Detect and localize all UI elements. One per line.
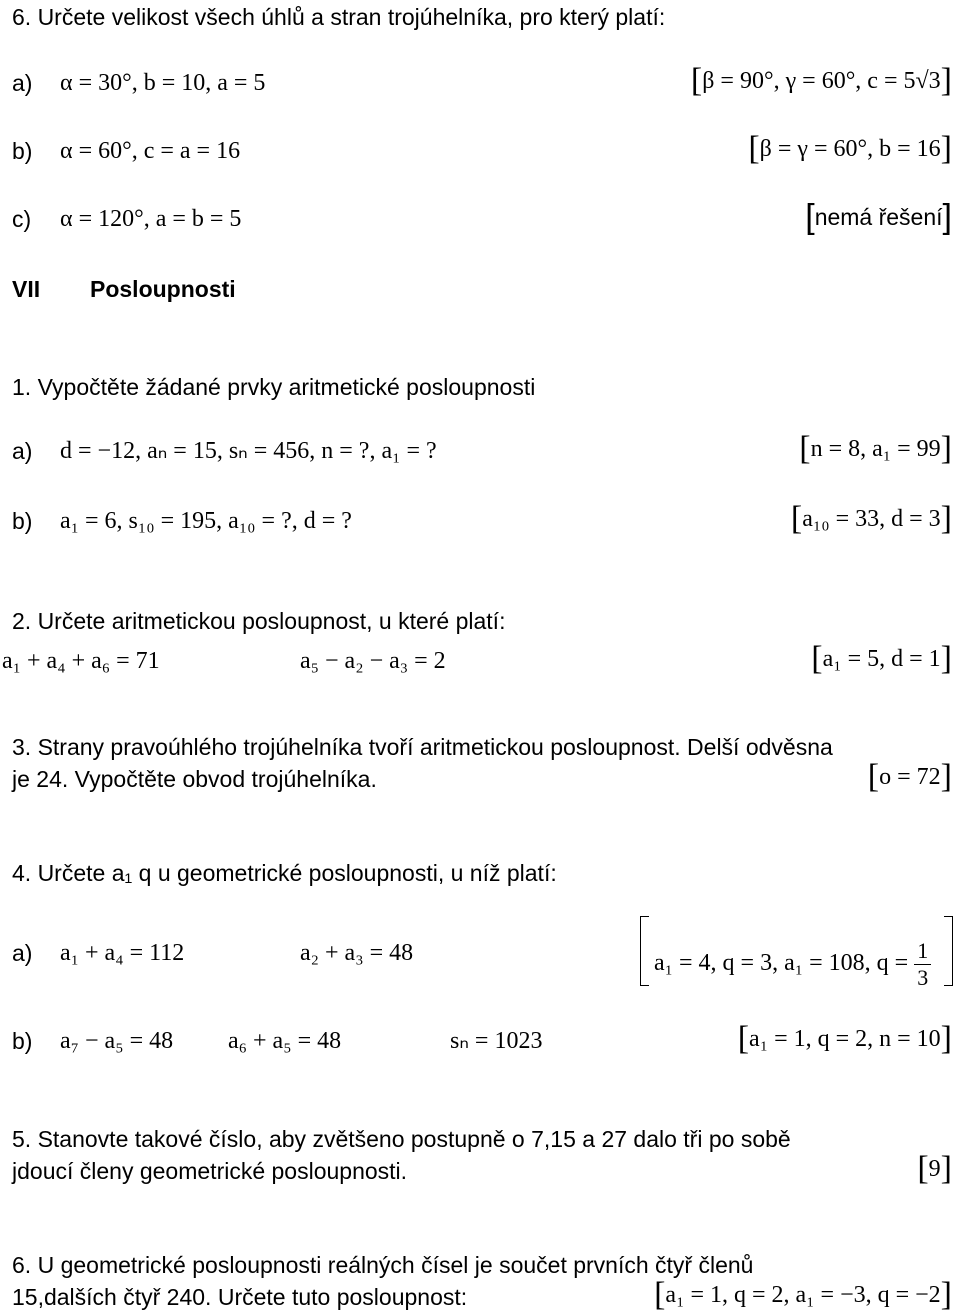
problem-4b-answer: [a₁ = 1, q = 2, n = 10] [737, 1020, 952, 1057]
problem-6b-expression: α = 60°, c = a = 16 [60, 138, 241, 164]
problem-4a-answer: a₁ = 4, q = 3, a₁ = 108, q = $\frac{1}{3}$ [654, 938, 931, 991]
problem-3-answer: [o = 72] [867, 758, 952, 795]
problem-1b-answer: [a₁₀ = 33, d = 3] [790, 500, 952, 537]
problem-1a-label: a) [12, 438, 33, 464]
problem-6b-label: b) [12, 138, 33, 164]
problem-1a-expression: d = −12, aₙ = 15, sₙ = 456, n = ?, a₁ = ? [60, 438, 437, 464]
problem-6c-answer: [nemá řešení] [805, 198, 952, 236]
problem-4a-label: a) [12, 940, 33, 966]
section-title: Posloupnosti [90, 276, 236, 302]
problem-6c-label: c) [12, 206, 32, 232]
problem-6b-answer: [β = γ = 60°, b = 16] [748, 130, 952, 167]
problem-5-answer: [9] [917, 1150, 952, 1187]
problem-6b-line-1: 6. U geometrické posloupnosti reálných čísel je součet prvních čtyř členů [12, 1252, 754, 1278]
problem-6a-label: a) [12, 70, 33, 96]
problem-5-line-2: jdoucí členy geometrické posloupnosti. [12, 1158, 408, 1184]
problem-4b-equation-2: a₆ + a₅ = 48 [228, 1028, 342, 1054]
problem-6-header: 6. Určete velikost všech úhlů a stran trojúhelníka, pro který platí: [12, 4, 666, 30]
problem-4b-label: b) [12, 1028, 33, 1054]
problem-6c-expression: α = 120°, a = b = 5 [60, 206, 242, 232]
problem-6b-line-2: 15,dalších čtyř 240. Určete tuto posloupnost: [12, 1284, 468, 1310]
problem-4-header: 4. Určete a₁ q u geometrické posloupnosti, u níž platí: [12, 860, 557, 886]
problem-1-header: 1. Vypočtěte žádané prvky aritmetické posloupnosti [12, 374, 536, 400]
problem-3-line-2: je 24. Vypočtěte obvod trojúhelníka. [12, 766, 377, 792]
problem-1a-answer: [n = 8, a₁ = 99] [799, 430, 952, 467]
problem-2-header: 2. Určete aritmetickou posloupnost, u které platí: [12, 608, 506, 634]
problem-1b-label: b) [12, 508, 33, 534]
problem-4a-equation-2: a₂ + a₃ = 48 [300, 940, 414, 966]
problem-4b-equation-3: sₙ = 1023 [450, 1028, 543, 1054]
problem-4a-equation-1: a₁ + a₄ = 112 [60, 940, 185, 966]
problem-6b-answer: [a₁ = 1, q = 2, a₁ = −3, q = −2] [654, 1276, 952, 1313]
problem-4a-close-bracket [944, 916, 953, 986]
problem-6a-answer: [β = 90°, γ = 60°, c = 5√3] [690, 62, 952, 99]
fraction-one-third: $\frac{1}{3}$ [914, 938, 931, 991]
problem-2-answer: [a₁ = 5, d = 1] [811, 640, 952, 677]
problem-3-line-1: 3. Strany pravoúhlého trojúhelníka tvoří aritmetickou posloupnost. Delší odvěsna [12, 734, 833, 760]
problem-4a-open-bracket [640, 916, 649, 986]
problem-5-line-1: 5. Stanovte takové číslo, aby zvětšeno postupně o 7,15 a 27 dalo tři po sobě [12, 1126, 791, 1152]
problem-2-equation-2: a₅ − a₂ − a₃ = 2 [300, 648, 446, 674]
problem-4b-equation-1: a₇ − a₅ = 48 [60, 1028, 174, 1054]
problem-1b-expression: a₁ = 6, s₁₀ = 195, a₁₀ = ?, d = ? [60, 508, 352, 534]
section-number: VII [12, 276, 41, 302]
problem-6a-expression: α = 30°, b = 10, a = 5 [60, 70, 266, 96]
problem-2-equation-1: a₁ + a₄ + a₆ = 71 [2, 648, 160, 674]
